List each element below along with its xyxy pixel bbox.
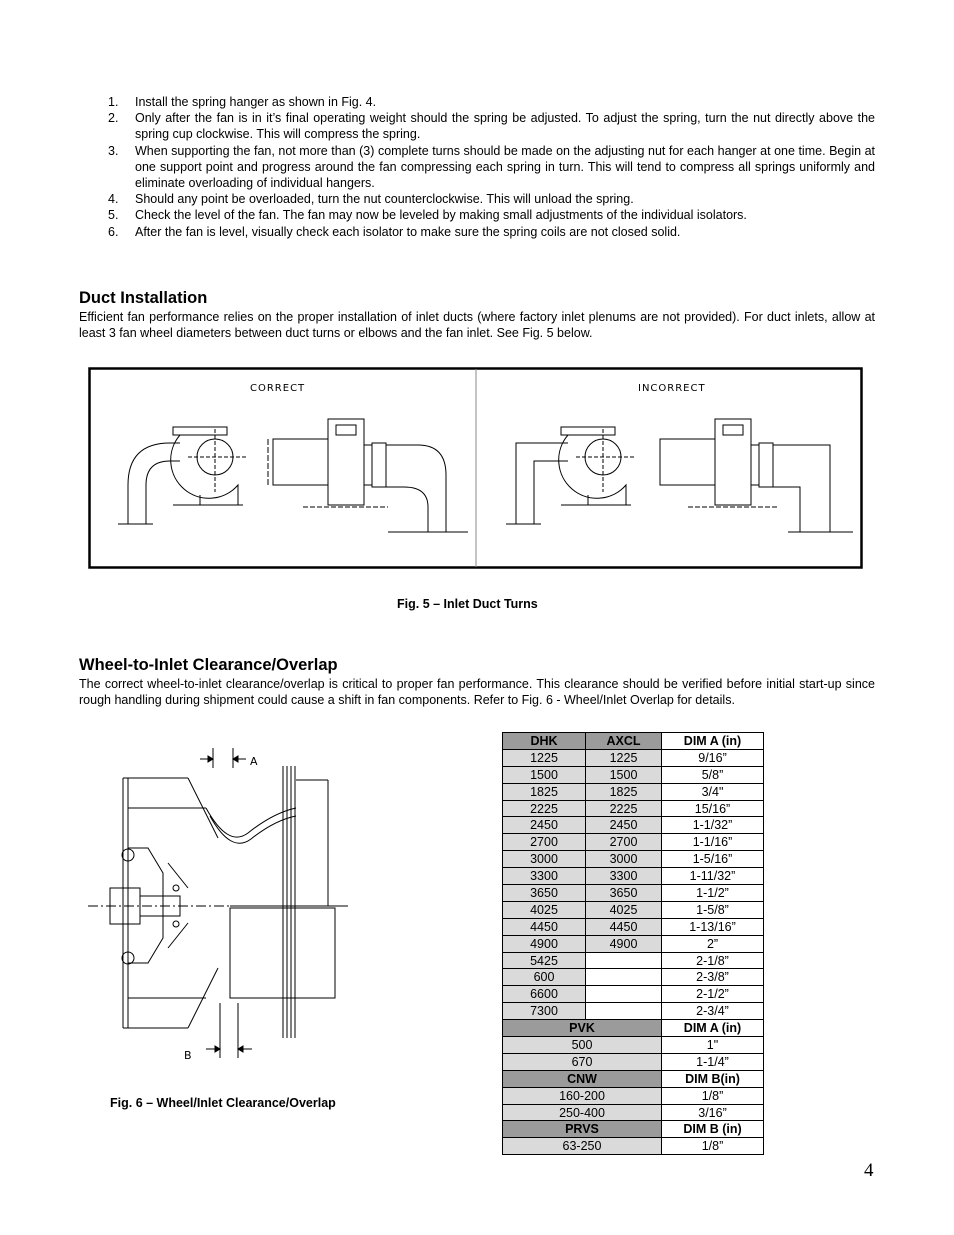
table-row: 3300 3300 1-11/32” xyxy=(503,868,764,885)
table-row: 3650 3650 1-1/2” xyxy=(503,885,764,902)
fig6-caption: Fig. 6 – Wheel/Inlet Clearance/Overlap xyxy=(110,1096,336,1110)
cnw-header: CNW xyxy=(503,1070,662,1087)
prvs-header-row xyxy=(503,1121,764,1138)
table-row: 500 1" xyxy=(503,1037,764,1054)
list-item: 2. Only after the fan is in it’s final operating weight should the spring be adjusted. To adjust the spring, turn the nut directly above the spring cup clockwise. This will compress the spring. xyxy=(108,111,875,142)
table-row: 250-400 3/16” xyxy=(503,1104,764,1121)
table-row: 5425 2-1/8” xyxy=(503,952,764,969)
table-row: 2225 2225 15/16” xyxy=(503,800,764,817)
list-item: 3. When supporting the fan, not more than (3) complete turns should be made on the adjusting nut for each hanger at one time. Begin at one support point and progress around the fan compressing each spring in turn. This will tend to compress all springs uniformly and eliminate overloading of individual hangers. xyxy=(108,143,875,191)
clearance-dimensions-table xyxy=(502,732,764,1155)
wheel-inlet-heading: Wheel-to-Inlet Clearance/Overlap xyxy=(79,656,338,674)
table-row: 3000 3000 1-5/16” xyxy=(503,851,764,868)
table-row: 4450 4450 1-13/16” xyxy=(503,918,764,935)
cnw-header-row xyxy=(503,1070,764,1087)
table-row: 4900 4900 2” xyxy=(503,935,764,952)
wheel-inlet-body: The correct wheel-to-inlet clearance/overlap is critical to proper fan performance. This clearance should be verified before initial start-up since rough handling during shipment could cause a shift in fan components. Refer to Fig. 6 - Wheel/Inlet Overlap for details. xyxy=(79,677,875,708)
list-item: 1. Install the spring hanger as shown in Fig. 4. xyxy=(108,95,377,109)
table-row: 1500 1500 5/8” xyxy=(503,766,764,783)
pvk-dim-header: DIM A (in) xyxy=(662,1020,764,1037)
table-row: 6600 2-1/2” xyxy=(503,986,764,1003)
pvk-header: PVK xyxy=(503,1020,662,1037)
fig5-caption: Fig. 5 – Inlet Duct Turns xyxy=(397,597,538,611)
list-item: 5. Check the level of the fan. The fan may now be leveled by making small adjustments of the individual isolators. xyxy=(108,208,747,223)
dimension-a-label: A xyxy=(250,755,258,768)
prvs-header: PRVS xyxy=(503,1121,662,1138)
cnw-dim-header: DIM B(in) xyxy=(662,1070,764,1087)
dhk-header: DHK xyxy=(503,733,586,750)
correct-fan-side-drawing xyxy=(273,419,468,532)
axcl-header: AXCL xyxy=(586,733,662,750)
table-row: 1225 1225 9/16” xyxy=(503,749,764,766)
table-row: 4025 4025 1-5/8” xyxy=(503,901,764,918)
pvk-header-row xyxy=(503,1020,764,1037)
incorrect-label: INCORRECT xyxy=(638,383,706,394)
table-row: 1825 1825 3/4" xyxy=(503,783,764,800)
duct-installation-heading: Duct Installation xyxy=(79,289,208,307)
table-row: 670 1-1/4” xyxy=(503,1053,764,1070)
incorrect-fan-side-drawing xyxy=(660,419,853,532)
table-row: 2700 2700 1-1/16” xyxy=(503,834,764,851)
table-row: 160-200 1/8” xyxy=(503,1087,764,1104)
spring-hanger-steps xyxy=(79,94,875,240)
table-row: 7300 2-3/4” xyxy=(503,1003,764,1020)
correct-label: CORRECT xyxy=(250,383,306,394)
dim-a-header: DIM A (in) xyxy=(662,733,764,750)
duct-installation-body: Efficient fan performance relies on the proper installation of inlet ducts (where factory inlet plenums are not provided). For duct inlets, allow at least 3 fan wheel diameters between duct turns or elbows and the fan inlet. See Fig. 5 below. xyxy=(79,310,875,341)
table-row: 600 2-3/8” xyxy=(503,969,764,986)
table-row: 63-250 1/8” xyxy=(503,1138,764,1155)
incorrect-fan-elbow-drawing xyxy=(506,427,636,524)
inlet-duct-turns-figure xyxy=(88,367,863,569)
correct-fan-elbow-drawing xyxy=(118,427,268,524)
list-item: 4. Should any point be overloaded, turn the nut counterclockwise. This will unload the spring. xyxy=(108,192,634,207)
table-header-row xyxy=(503,733,764,750)
table-row: 2450 2450 1-1/32” xyxy=(503,817,764,834)
wheel-inlet-overlap-figure xyxy=(88,738,360,1068)
dimension-b-label: B xyxy=(184,1049,192,1062)
page-number: 4 xyxy=(864,1160,874,1181)
list-item: 6. After the fan is level, visually check each isolator to make sure the spring coils are not closed solid. xyxy=(108,224,681,239)
prvs-dim-header: DIM B (in) xyxy=(662,1121,764,1138)
